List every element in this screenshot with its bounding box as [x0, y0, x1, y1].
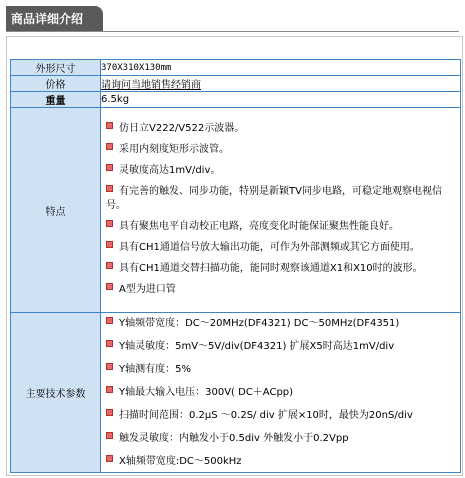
bullet-icon: [106, 317, 113, 324]
list-item: Y轴灵敏度：5mV～5V/div(DF4321) 扩展X5时高达1mV/div: [106, 340, 458, 354]
list-item: X轴频带宽度:DC～500kHz: [106, 455, 458, 469]
size-value: 370X310X130mm: [101, 60, 461, 76]
list-item: 具有CH1通道信号放大输出功能，可作为外部测频或其它方面使用。: [106, 241, 458, 255]
table-row: [11, 108, 461, 313]
list-item: 有完善的触发、同步功能，特别是新颖TV同步电路，可稳定地观察电视信号。: [106, 185, 442, 211]
bullet-icon: [106, 185, 113, 192]
list-item: Y轴测有度：5%: [106, 363, 458, 377]
bullet-icon: [106, 409, 113, 416]
size-label: 外形尺寸: [11, 60, 101, 76]
list-item: Y轴频带宽度：DC～20MHz(DF4321) DC～50MHz(DF4351): [106, 317, 458, 331]
table-row: [11, 76, 461, 92]
table-row: [11, 313, 461, 473]
list-item: 具有聚焦电平自动校正电路，亮度变化时能保证聚焦性能良好。: [106, 220, 458, 234]
bullet-icon: [106, 241, 113, 248]
list-item: A型为进口管: [106, 283, 458, 297]
table-row: [11, 60, 461, 76]
bullet-icon: [106, 363, 113, 370]
list-item: 扫描时间范围：0.2μS ～0.2S/ div 扩展×10时，最快为20nS/div: [106, 409, 458, 423]
bullet-icon: [106, 143, 113, 150]
bullet-icon: [106, 283, 113, 290]
bullet-icon: [106, 122, 113, 129]
list-item: Y轴最大输入电压：300V( DC＋ACpp): [106, 386, 458, 400]
table-row: [11, 92, 461, 108]
bullet-icon: [106, 340, 113, 347]
product-spec-table: [10, 59, 461, 473]
section-title: 商品详细介绍: [6, 6, 103, 32]
bullet-icon: [106, 432, 113, 439]
bullet-icon: [106, 455, 113, 462]
price-link[interactable]: 请询问当地销售经销商: [101, 80, 201, 91]
weight-label: 重量: [11, 92, 101, 108]
bullet-icon: [106, 164, 113, 171]
list-item: 触发灵敏度：内触发小于0.5div 外触发小于0.2Vpp: [106, 432, 458, 446]
bullet-icon: [106, 262, 113, 269]
specs-list: [101, 313, 460, 472]
specs-label: 主要技术参数: [11, 313, 101, 473]
price-label: 价格: [11, 76, 101, 92]
list-item: 仿日立V222/V522示波器。: [106, 122, 458, 136]
features-list: [101, 118, 460, 303]
list-item: 采用内刻度矩形示波管。: [106, 143, 458, 157]
features-label: 特点: [11, 108, 101, 313]
section-header: [0, 0, 465, 32]
header-divider: [6, 31, 459, 32]
list-item: 具有CH1通道交替扫描功能，能同时观察该通道X1和X10时的波形。: [106, 262, 458, 276]
list-item: 灵敏度高达1mV/div。: [106, 164, 458, 178]
weight-value: 6.5kg: [101, 92, 461, 108]
bullet-icon: [106, 386, 113, 393]
bullet-icon: [106, 220, 113, 227]
